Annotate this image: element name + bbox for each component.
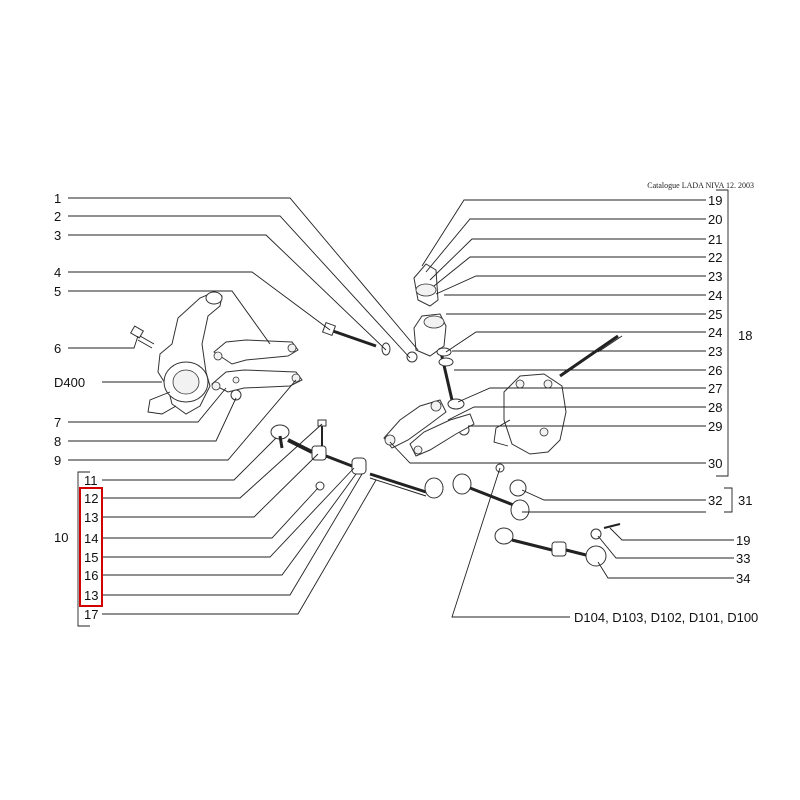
label-23a: 23 [708, 269, 723, 284]
label-4: 4 [54, 265, 62, 280]
label-6: 6 [54, 341, 62, 356]
label-7: 7 [54, 415, 62, 430]
parts-drawing [131, 264, 622, 566]
label-dref: D104, D103, D102, D101, D100 [574, 610, 759, 625]
label-31: 31 [738, 493, 753, 508]
label-12: 12 [84, 491, 99, 506]
label-19b: 19 [736, 533, 751, 548]
label-d400: D400 [54, 375, 86, 390]
label-27: 27 [708, 381, 723, 396]
label-28: 28 [708, 400, 723, 415]
right-tie-rod [495, 524, 620, 566]
label-2: 2 [54, 209, 62, 224]
label-10: 10 [54, 530, 69, 545]
label-8: 8 [54, 434, 62, 449]
label-16: 16 [84, 568, 99, 583]
label-24b: 24 [708, 325, 723, 340]
label-18: 18 [738, 328, 753, 343]
steering-gear-housing [494, 336, 622, 472]
label-3: 3 [54, 228, 62, 243]
label-11: 11 [84, 473, 98, 488]
label-29: 29 [708, 419, 723, 434]
callout-labels [54, 191, 758, 625]
label-19a: 19 [708, 193, 723, 208]
label-21: 21 [708, 232, 723, 247]
label-15: 15 [84, 550, 99, 565]
washer-2 [382, 343, 390, 355]
label-14: 14 [84, 531, 99, 546]
label-1: 1 [54, 191, 62, 206]
bolt-6 [131, 326, 154, 348]
label-22: 22 [708, 250, 723, 265]
label-26: 26 [708, 363, 723, 378]
bolt-1 [323, 323, 376, 346]
label-13a: 13 [84, 510, 99, 525]
label-32: 32 [708, 493, 723, 508]
label-33: 33 [736, 551, 751, 566]
label-30: 30 [708, 456, 723, 471]
steering-knuckle [148, 292, 222, 414]
steering-arm-upper [214, 340, 298, 364]
catalogue-header: Catalogue LADA NIVA 12. 2003 [647, 181, 754, 190]
label-5: 5 [54, 284, 62, 299]
label-24a: 24 [708, 288, 723, 303]
label-9: 9 [54, 453, 62, 468]
leader-lines [68, 190, 734, 626]
label-23b: 23 [708, 344, 723, 359]
label-13b: 13 [84, 588, 99, 603]
label-34: 34 [736, 571, 751, 586]
label-20: 20 [708, 212, 723, 227]
label-17: 17 [84, 607, 99, 622]
label-25: 25 [708, 307, 723, 322]
